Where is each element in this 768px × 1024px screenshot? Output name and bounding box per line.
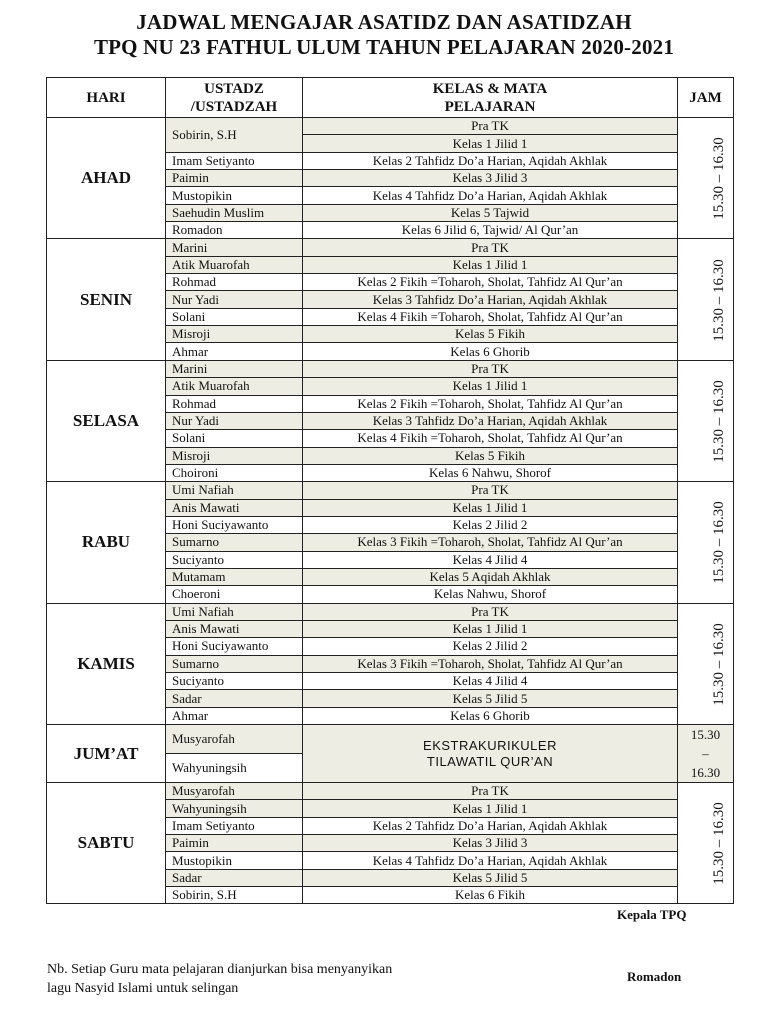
teacher-name: Sadar xyxy=(166,690,303,707)
schedule-table xyxy=(46,77,734,904)
teacher-name: Solani xyxy=(166,308,303,325)
header-ustadz xyxy=(166,78,303,118)
jam-cell xyxy=(678,725,734,783)
class-subject: Kelas 2 Jilid 2 xyxy=(303,516,678,533)
class-subject: Kelas 3 Tahfidz Do’a Harian, Aqidah Akhlak xyxy=(303,412,678,429)
schedule-row xyxy=(47,482,734,499)
header-jam: JAM xyxy=(678,78,734,118)
jam-cell xyxy=(678,360,734,481)
teacher-name: Rohmad xyxy=(166,395,303,412)
class-subject: Kelas 3 Fikih =Toharoh, Sholat, Tahfidz Al Qur’an xyxy=(303,534,678,551)
schedule-row xyxy=(47,239,734,256)
teacher-name: Misroji xyxy=(166,326,303,343)
teacher-name: Ahmar xyxy=(166,343,303,360)
teacher-name: Ahmar xyxy=(166,707,303,724)
class-subject: Pra TK xyxy=(303,239,678,256)
teacher-name: Suciyanto xyxy=(166,673,303,690)
class-subject: Kelas 4 Jilid 4 xyxy=(303,551,678,568)
teacher-name: Sadar xyxy=(166,869,303,886)
class-subject: Kelas 1 Jilid 1 xyxy=(303,135,678,152)
day-cell: SABTU xyxy=(47,783,166,904)
header-kelas-line2: PELAJARAN xyxy=(444,98,536,115)
teacher-name: Rohmad xyxy=(166,274,303,291)
class-subject: Kelas 1 Jilid 1 xyxy=(303,620,678,637)
class-subject: Pra TK xyxy=(303,783,678,800)
teacher-name: Anis Mawati xyxy=(166,620,303,637)
jam-text: 15.30 – 16.30 xyxy=(710,623,727,706)
teacher-name: Musyarofah xyxy=(166,783,303,800)
day-cell: RABU xyxy=(47,482,166,603)
teacher-name: Sobirin, S.H xyxy=(166,887,303,904)
day-cell: JUM’AT xyxy=(47,725,166,783)
teacher-name: Paimin xyxy=(166,835,303,852)
teacher-name: Solani xyxy=(166,430,303,447)
class-subject: Kelas 6 Jilid 6, Tajwid/ Al Qur’an xyxy=(303,222,678,239)
ekstra-line2: TILAWATIL QUR’AN xyxy=(426,753,554,769)
teacher-name: Nur Yadi xyxy=(166,291,303,308)
signer-name: Romadon xyxy=(627,969,682,984)
jam-cell xyxy=(678,239,734,360)
teacher-name: Mutamam xyxy=(166,568,303,585)
class-subject: Kelas 3 Tahfidz Do’a Harian, Aqidah Akhlak xyxy=(303,291,678,308)
teacher-name: Sumarno xyxy=(166,534,303,551)
ekstra-line1: EKSTRAKURIKULER xyxy=(423,737,557,753)
ekstrakurikuler-cell xyxy=(303,725,678,783)
jam-line1: 15.30 xyxy=(690,727,721,743)
teacher-name: Sobirin, S.H xyxy=(166,118,303,153)
class-subject: Kelas 2 Tahfidz Do’a Harian, Aqidah Akhlak xyxy=(303,152,678,169)
document-title: JADWAL MENGAJAR ASATIDZ DAN ASATIDZAH xyxy=(136,10,632,34)
jam-cell xyxy=(678,118,734,239)
class-subject: Kelas 2 Tahfidz Do’a Harian, Aqidah Akhlak xyxy=(303,817,678,834)
schedule-row xyxy=(47,118,734,135)
class-subject: Kelas 1 Jilid 1 xyxy=(303,378,678,395)
class-subject: Kelas 5 Jilid 5 xyxy=(303,869,678,886)
teacher-name: Nur Yadi xyxy=(166,412,303,429)
class-subject: Kelas 5 Tajwid xyxy=(303,204,678,221)
header-kelas-line1: KELAS & MATA xyxy=(432,80,548,97)
jam-text: 15.30 – 16.30 xyxy=(710,380,727,463)
teacher-name: Romadon xyxy=(166,222,303,239)
day-cell: SENIN xyxy=(47,239,166,360)
jam-cell xyxy=(678,482,734,603)
class-subject: Kelas 4 Tahfidz Do’a Harian, Aqidah Akhlak xyxy=(303,187,678,204)
class-subject: Kelas 6 Ghorib xyxy=(303,343,678,360)
class-subject: Kelas 5 Jilid 5 xyxy=(303,690,678,707)
day-cell: AHAD xyxy=(47,118,166,239)
class-subject: Kelas 4 Tahfidz Do’a Harian, Aqidah Akhlak xyxy=(303,852,678,869)
class-subject: Kelas 3 Jilid 3 xyxy=(303,170,678,187)
class-subject: Kelas 2 Jilid 2 xyxy=(303,638,678,655)
header-hari: HARI xyxy=(47,78,166,118)
note-line-2: lagu Nasyid Islami untuk selingan xyxy=(47,981,239,996)
jam-line3: 16.30 xyxy=(690,765,721,781)
class-subject: Kelas 4 Fikih =Toharoh, Sholat, Tahfidz Al Qur’an xyxy=(303,430,678,447)
schedule-row xyxy=(47,783,734,800)
class-subject: Pra TK xyxy=(303,482,678,499)
schedule-row xyxy=(47,603,734,620)
teacher-name: Wahyuningsih xyxy=(166,800,303,817)
teacher-name: Wahyuningsih xyxy=(166,754,303,783)
class-subject: Kelas Nahwu, Shorof xyxy=(303,586,678,603)
class-subject: Kelas 5 Fikih xyxy=(303,447,678,464)
jam-text: 15.30 – 16.30 xyxy=(710,258,727,342)
teacher-name: Imam Setiyanto xyxy=(166,817,303,834)
class-subject: Kelas 6 Ghorib xyxy=(303,707,678,724)
teacher-name: Suciyanto xyxy=(166,551,303,568)
document-subtitle: TPQ NU 23 FATHUL ULUM TAHUN PELAJARAN 2020-2021 xyxy=(93,35,675,59)
jam-cell xyxy=(678,603,734,724)
note-line-1: Nb. Setiap Guru mata pelajaran dianjurkan bisa menyanyikan xyxy=(47,962,393,977)
teacher-name: Sumarno xyxy=(166,655,303,672)
teacher-name: Mustopikin xyxy=(166,852,303,869)
class-subject: Kelas 2 Fikih =Toharoh, Sholat, Tahfidz Al Qur’an xyxy=(303,395,678,412)
class-subject: Kelas 2 Fikih =Toharoh, Sholat, Tahfidz Al Qur’an xyxy=(303,274,678,291)
jam-cell xyxy=(678,783,734,904)
teacher-name: Marini xyxy=(166,360,303,377)
class-subject: Pra TK xyxy=(303,603,678,620)
header-ustadz-line1: USTADZ xyxy=(204,80,264,97)
teacher-name: Umi Nafiah xyxy=(166,603,303,620)
class-subject: Kelas 1 Jilid 1 xyxy=(303,499,678,516)
teacher-name: Anis Mawati xyxy=(166,499,303,516)
class-subject: Kelas 6 Nahwu, Shorof xyxy=(303,464,678,481)
schedule-body xyxy=(47,118,734,904)
teacher-name: Atik Muarofah xyxy=(166,256,303,273)
teacher-name: Honi Suciyawanto xyxy=(166,638,303,655)
teacher-name: Marini xyxy=(166,239,303,256)
class-subject: Kelas 1 Jilid 1 xyxy=(303,256,678,273)
class-subject: Pra TK xyxy=(303,360,678,377)
class-subject: Kelas 5 Aqidah Akhlak xyxy=(303,568,678,585)
class-subject: Kelas 3 Jilid 3 xyxy=(303,835,678,852)
teacher-name: Choironi xyxy=(166,464,303,481)
header-kelas xyxy=(303,78,678,118)
teacher-name: Choeroni xyxy=(166,586,303,603)
jam-text: 15.30 – 16.30 xyxy=(710,137,727,220)
teacher-name: Imam Setiyanto xyxy=(166,152,303,169)
teacher-name: Saehudin Muslim xyxy=(166,204,303,221)
teacher-name: Mustopikin xyxy=(166,187,303,204)
teacher-name: Misroji xyxy=(166,447,303,464)
class-subject: Kelas 4 Fikih =Toharoh, Sholat, Tahfidz Al Qur’an xyxy=(303,308,678,325)
schedule-row xyxy=(47,360,734,377)
day-cell: KAMIS xyxy=(47,603,166,724)
teacher-name: Musyarofah xyxy=(166,725,303,754)
jam-text: 15.30 – 16.30 xyxy=(710,802,727,885)
jam-text: 15.30 – 16.30 xyxy=(710,501,727,585)
class-subject: Kelas 5 Fikih xyxy=(303,326,678,343)
teacher-name: Paimin xyxy=(166,170,303,187)
class-subject: Kelas 4 Jilid 4 xyxy=(303,673,678,690)
class-subject: Kelas 1 Jilid 1 xyxy=(303,800,678,817)
class-subject: Kelas 6 Fikih xyxy=(303,887,678,904)
class-subject: Kelas 3 Fikih =Toharoh, Sholat, Tahfidz Al Qur’an xyxy=(303,655,678,672)
header-ustadz-line2: /USTADZAH xyxy=(190,98,278,115)
class-subject: Pra TK xyxy=(303,118,678,135)
teacher-name: Umi Nafiah xyxy=(166,482,303,499)
teacher-name: Honi Suciyawanto xyxy=(166,516,303,533)
day-cell: SELASA xyxy=(47,360,166,481)
schedule-row xyxy=(47,725,734,754)
kepala-label: Kepala TPQ xyxy=(617,907,687,922)
jam-line2: – xyxy=(702,746,709,762)
teacher-name: Atik Muarofah xyxy=(166,378,303,395)
